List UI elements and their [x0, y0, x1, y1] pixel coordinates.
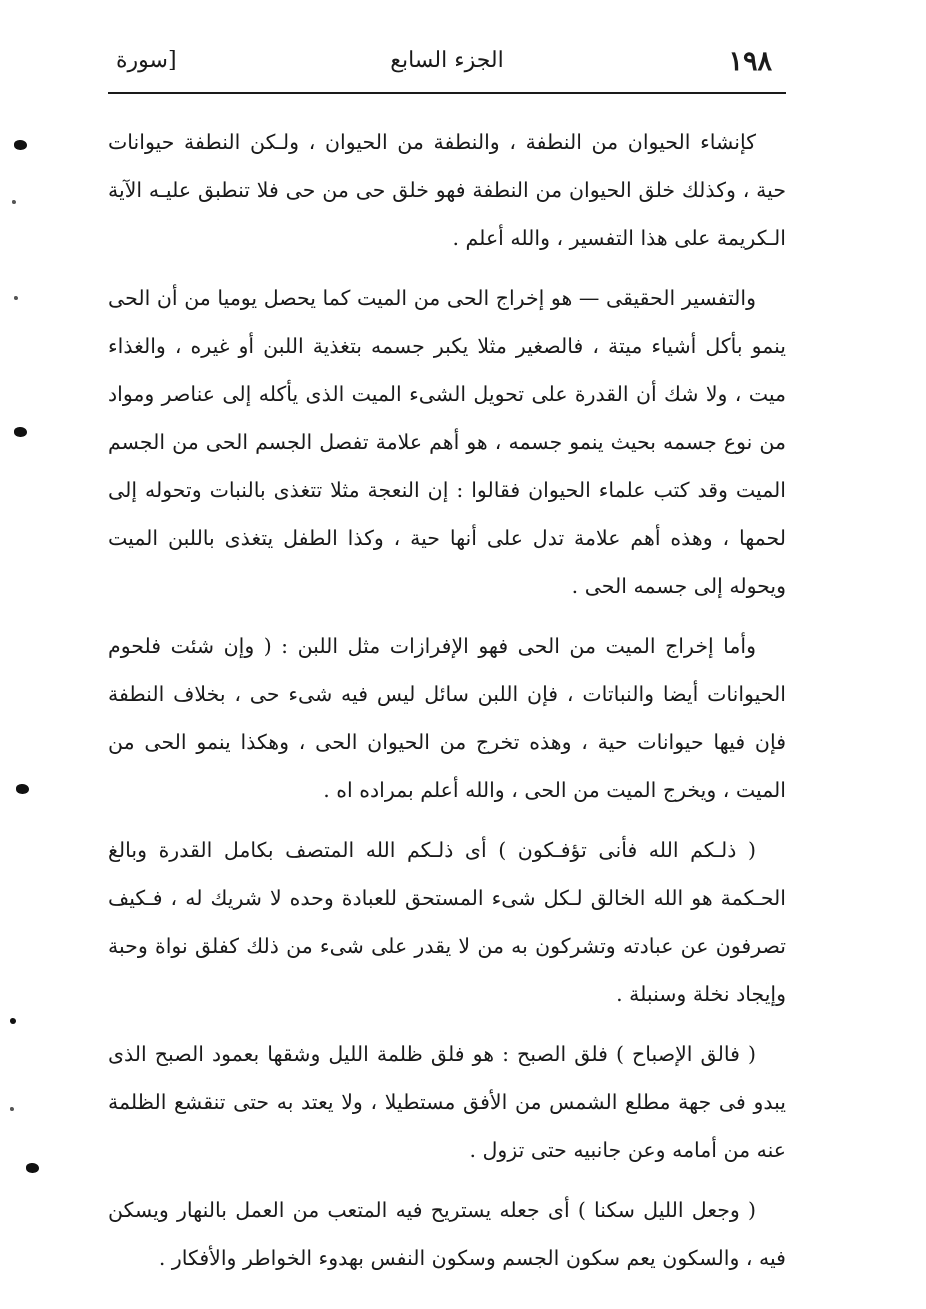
page-header	[108, 44, 786, 88]
paragraph: ( فالق الإصباح ) فلق الصبح : هو فلق ظلمة الليل وشقها بعمود الصبح الذى يبدو فى جهة مطلع الشمس من الأفق مستطيلا ، ولا يعتد به حتى تنقشع الظلمة عنه من أمامه وعن جانبيه حتى تزول .	[108, 1042, 786, 1162]
margin-speck	[26, 1163, 39, 1173]
page-number: ١٩٨	[728, 46, 772, 77]
header-divider	[108, 92, 786, 94]
paragraph: كإنشاء الحيوان من النطفة ، والنطفة من الحيوان ، ولـكن النطفة حيوانات حية ، وكذلك خلق الحيوان من النطفة فهو خلق حى من حى فلا تنطبق عليـه الآية الـكريمة على هذا التفسير ، والله أعلم .	[108, 130, 786, 250]
surah-label: [سورة	[116, 48, 177, 73]
margin-speck	[10, 1107, 14, 1111]
paragraph: ( ذلـكم الله فأنى تؤفـكون ) أى ذلـكم الله المتصف بكامل القدرة وبالغ الحـكمة هو الله الخالق لـكل شىء المستحق للعبادة وحده لا شريك له ، فـكيف تصرفون عن عبادته وتشركون به من لا يقدر على شىء من ذلك كفلق نواة وحبة وإيجاد نخلة وسنبلة .	[108, 838, 786, 1006]
part-title: الجزء السابع	[390, 48, 504, 73]
body-text	[108, 118, 786, 1294]
margin-speck	[14, 296, 18, 300]
paragraph: والتفسير الحقيقى — هو إخراج الحى من الميت كما يحصل يوميا من أن الحى ينمو بأكل أشياء ميتة ، فالصغير مثلا يكبر جسمه بتغذية اللبن أو غيره ، والغذاء ميت ، ولا شك أن القدرة على تحويل الشىء الميت الذى يأكله إلى عناصر ومواد من نوع جسمه بحيث ينمو جسمه ، هو أهم علامة تفصل الجسم الحى من الجسم الميت وقد كتب علماء الحيوان فقالوا : إن النعجة مثلا تتغذى بالنبات وتحوله إلى لحمها ، وهذه أهم علامة تدل على أنها حية ، وكذا الطفل يتغذى باللبن الميت ويحوله إلى جسمه الحى .	[108, 286, 786, 598]
margin-speck	[16, 784, 29, 794]
margin-speck	[10, 1018, 16, 1024]
margin-speck	[12, 200, 16, 204]
paragraph: وأما إخراج الميت من الحى فهو الإفرازات مثل اللبن : ( وإن شئت فلحوم الحيوانات أيضا والنباتات ، فإن اللبن سائل ليس فيه شىء حى ، بخلاف النطفة فإن فيها حيوانات حية ، وهذه تخرج من الحيوان الحى ، وهكذا ينمو الحى من الميت ، ويخرج الميت من الحى ، والله أعلم بمراده اه .	[108, 634, 786, 802]
margin-speck	[14, 427, 27, 437]
margin-speck	[14, 140, 27, 150]
paragraph: ( وجعل الليل سكنا ) أى جعله يستريح فيه المتعب من العمل بالنهار ويسكن فيه ، والسكون يعم سكون الجسم وسكون النفس بهدوء الخواطر والأفكار .	[108, 1198, 786, 1270]
